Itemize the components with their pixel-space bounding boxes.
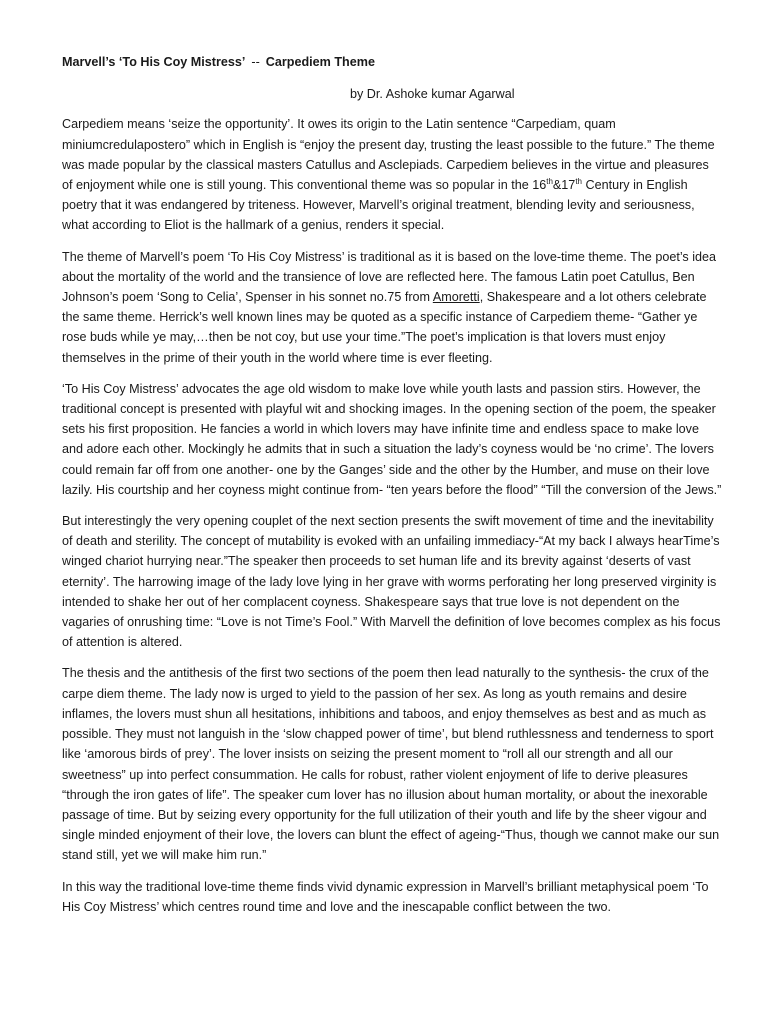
paragraph-6: In this way the traditional love-time theme finds vivid dynamic expression in Marvell’s brilliant metaphysical poem ‘To His Coy Mistress’ which centres round time and love and the inescapable conflict between the two. <box>62 879 709 914</box>
ordinal-superscript: th <box>546 176 553 186</box>
paragraph-2-text-b: , Shakespeare and a lot others celebrate the same theme. Herrick’s well known lines may be quoted as a specific instance of Carpediem theme- “Gather ye rose buds while ye may,…then be not coy, but use your time.”The poet’s implication is that lovers must enjoy themselves in the prime of their youth in the world where time is ever fleeting. <box>62 290 707 365</box>
paragraph-1-text-c: Century in English poetry that it was endangered by triteness. However, Marvell’s original treatment, blending levity and seriousness, what according to Eliot is the hallmark of a genius, renders it special. <box>62 178 695 233</box>
paragraph-4: But interestingly the very opening couplet of the next section presents the swift movement of time and the inevitability of death and sterility. The concept of mutability is evoked with an unfailing immediacy-“At my back I always hearTime’s winged chariot hurrying near.”The speaker then proceeds to set human life and its brevity against ‘deserts of vast eternity’. The harrowing image of the lady love lying in her grave with worms perforating her long preserved virginity is intended to shake her out of her complacent coyness. Shakespeare says that true love is not dependent on the vagaries of onrushing time: “Love is not Time’s Fool.” With Marvell the definition of love becomes complex as his focus of attention is altered. <box>62 514 721 650</box>
ordinal-superscript: th <box>575 176 582 186</box>
paragraph-3: ‘To His Coy Mistress’ advocates the age old wisdom to make love while youth lasts and passion stirs. However, the traditional concept is presented with playful wit and shocking images. In the opening section of the poem, the speaker sets his first proposition. He fancies a world in which lovers may have infinite time and endless space to make love and adore each other. Mockingly he admits that in such a situation the lady’s coyness would be ‘no crime’. The lovers could remain far off from one another- one by the Ganges’ side and the other by the Humber, and muse on their love lazily. His courtship and her coyness might continue from- “ten years before the flood” “Till the conversion of the Jews.” <box>62 381 722 497</box>
document-title <box>62 52 722 72</box>
title-theme: Carpediem Theme <box>265 55 375 69</box>
paragraph-1-text-a: Carpediem means ‘seize the opportunity’. It owes its origin to the Latin sentence “Carpediam, quam miniumcredulapostero” which in English is “enjoy the present day, trusting the least possible to the future.” The theme was made popular by the classical masters Catullus and Asclepiads. Carpediem believes in the virtue and pleasures of enjoyment while one is still young. This conventional theme was so popular in the 16 <box>62 117 715 193</box>
title-separator: -- <box>251 55 260 69</box>
paragraph-1 <box>62 114 722 235</box>
document-page <box>62 52 722 928</box>
paragraph-2 <box>62 247 722 368</box>
paragraph-5: The thesis and the antithesis of the first two sections of the poem then lead naturally to the synthesis- the crux of the carpe diem theme. The lady now is urged to yield to the passion of her sex. As long as youth remains and desire inflames, the lovers must shun all hesitations, inhibitions and taboos, and enjoy themselves as best and as much as possible. They must not languish in the ‘slow chapped power of time’, but blend ruthlessness and tenderness to sport like ‘amorous birds of prey’. The lover insists on seizing the present moment to “roll all our strength and all our sweetness” up into perfect consummation. He calls for robust, rather violent enjoyment of life to derive pleasures “through the iron gates of life”. The speaker cum lover has no illusion about human mortality, or about the inexorable passage of time. But by seizing every opportunity for the full utilization of their youth and life by the sheer vigour and single minded enjoyment of their love, the lovers can blunt the effect of ageing-“Thus, though we cannot make our sun stand still, yet we will make him run.” <box>62 666 720 863</box>
author-byline: by Dr. Ashoke kumar Agarwal <box>350 87 515 102</box>
title-poem: Marvell’s ‘To His Coy Mistress’ <box>62 55 246 69</box>
paragraph-2-text-a: The theme of Marvell’s poem ‘To His Coy Mistress’ is traditional as it is based on the love-time theme. The poet’s idea about the mortality of the world and the transience of love are reflected here. The famous Latin poet Catullus, Ben Johnson’s poem ‘Song to Celia’, Spenser in his sonnet no.75 from <box>62 249 717 305</box>
paragraph-1-text-b: &17 <box>552 178 576 193</box>
amoretti-title: Amoretti <box>432 290 480 305</box>
